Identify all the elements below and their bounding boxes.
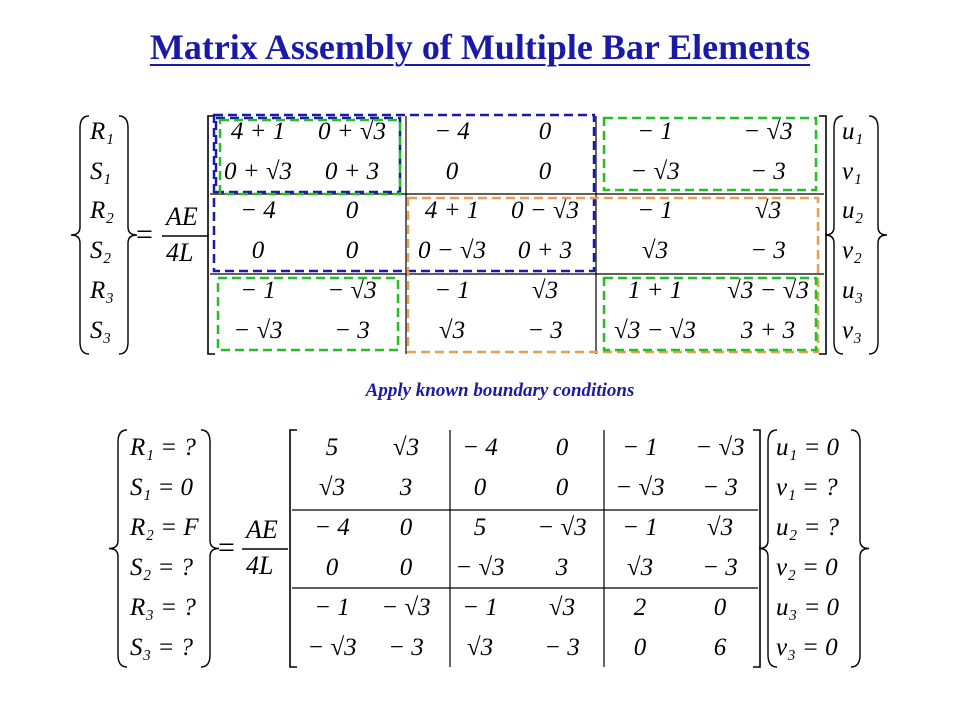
top-matrix-right-bracket	[819, 116, 826, 354]
bottom-lhs-entry: S₃ = ?	[130, 634, 194, 661]
top-matrix-entry: − 3	[334, 317, 370, 344]
bottom-matrix-entry: 5	[325, 434, 339, 461]
top-matrix-entry: 0	[538, 158, 552, 185]
top-matrix-entry: √3	[641, 237, 669, 264]
top-matrix-entry: √3	[438, 317, 466, 344]
bottom-matrix-entry: − √3	[615, 474, 665, 501]
bottom-lhs-entry: R₁ = ?	[130, 434, 196, 461]
top-matrix-entry: − 3	[750, 237, 786, 264]
top-matrix-entry: √3	[531, 277, 559, 304]
bottom-matrix-entry: 0	[555, 434, 569, 461]
top-lhs-entry: R₁	[90, 118, 114, 145]
top-matrix-entry: − √3	[233, 317, 283, 344]
bottom-matrix-entry: − 3	[544, 634, 580, 661]
bottom-matrix-entry: 0	[399, 514, 413, 541]
top-matrix-entry: 0 + √3	[223, 158, 293, 185]
top-matrix-entry: − 3	[527, 317, 563, 344]
bottom-matrix-entry: 2	[633, 594, 647, 621]
element-box-green-topright	[604, 118, 816, 190]
bottom-lhs-entry: R₂ = F	[130, 514, 199, 541]
bottom-matrix-entry: √3	[318, 474, 346, 501]
bottom-matrix-entry: 0	[473, 474, 487, 501]
bottom-matrix-entry: − 1	[622, 514, 658, 541]
top-rhs-entry: u₁	[842, 118, 864, 145]
top-matrix-entry: − 1	[637, 118, 673, 145]
bottom-matrix-entry: − 4	[314, 514, 350, 541]
top-matrix-entry: 0 + 3	[324, 158, 380, 185]
bottom-matrix-entry: 0	[399, 554, 413, 581]
top-equals-sign: =	[136, 218, 153, 251]
top-matrix-entry: − 1	[434, 277, 470, 304]
top-matrix-entry: √3 − √3	[614, 317, 696, 344]
bottom-matrix-entry: √3	[466, 634, 494, 661]
bottom-matrix-entry: √3	[392, 434, 420, 461]
bottom-matrix-entry: − 1	[462, 594, 498, 621]
bottom-coef-denominator: 4L	[246, 551, 274, 580]
bottom-rhs-entry: v₃ = 0	[776, 634, 838, 661]
bottom-matrix-entry: − √3	[455, 554, 505, 581]
top-matrix-entry: 3 + 3	[740, 317, 796, 344]
bottom-matrix-entry: 0	[325, 554, 339, 581]
bottom-matrix-entry: √3	[626, 554, 654, 581]
top-matrix-entry: 0 − √3	[417, 237, 487, 264]
bottom-equals-sign: =	[218, 531, 235, 564]
top-matrix-entry: √3	[754, 197, 782, 224]
top-matrix-entry: 0	[445, 158, 459, 185]
bottom-lhs-entry: S₂ = ?	[130, 554, 194, 581]
bottom-rhs-entry: u₂ = ?	[776, 514, 840, 541]
bottom-matrix-entry: − √3	[307, 634, 357, 661]
top-rhs-entry: v₂	[842, 237, 862, 264]
bottom-matrix-entry: − 3	[702, 554, 738, 581]
bottom-matrix-entry: − √3	[381, 594, 431, 621]
bottom-matrix-entry: − 3	[702, 474, 738, 501]
top-lhs-entry: S₃	[90, 317, 112, 344]
bottom-matrix-entry: − 1	[314, 594, 350, 621]
top-lhs-entry: S₁	[90, 158, 112, 185]
bottom-matrix-entry: − 4	[462, 434, 498, 461]
top-rhs-left-brace	[825, 116, 843, 354]
bottom-matrix-entry: 0	[633, 634, 647, 661]
bottom-matrix-entry: √3	[548, 594, 576, 621]
top-matrix-entry: − 1	[637, 197, 673, 224]
bottom-matrix-entry: 0	[713, 594, 727, 621]
top-lhs-entry: R₂	[90, 197, 114, 224]
top-rhs-entry: u₃	[842, 277, 864, 304]
top-matrix-entry: 1 + 1	[627, 277, 683, 304]
element-box-orange	[408, 198, 818, 352]
bottom-matrix-entry: − √3	[537, 514, 587, 541]
top-matrix-entry: 0 − √3	[510, 197, 580, 224]
top-matrix-entry: √3 − √3	[727, 277, 809, 304]
top-matrix-entry: 0	[251, 237, 265, 264]
top-matrix-entry: − 4	[434, 118, 470, 145]
bottom-matrix-entry: − 3	[388, 634, 424, 661]
top-matrix-entry: − 4	[240, 197, 276, 224]
bottom-matrix-left-bracket	[290, 430, 297, 667]
top-matrix-entry: − 3	[750, 158, 786, 185]
bottom-rhs-entry: u₁ = 0	[776, 434, 840, 461]
bottom-rhs-entry: v₂ = 0	[776, 554, 838, 581]
bottom-rhs-left-brace	[759, 430, 777, 667]
top-matrix-entry: 0	[538, 118, 552, 145]
top-lhs-entry: R₃	[90, 277, 114, 304]
element-box-green-bottomleft	[218, 278, 398, 350]
element-box-green-bottomright	[604, 278, 816, 350]
top-matrix-entry: 0	[345, 197, 359, 224]
bottom-matrix-right-bracket	[753, 430, 760, 667]
bottom-matrix-entry: 5	[473, 514, 487, 541]
top-matrix-entry: 4 + 1	[424, 197, 480, 224]
bottom-rhs-entry: v₁ = ?	[776, 474, 838, 501]
top-lhs-left-brace	[71, 116, 89, 354]
top-rhs-entry: u₂	[842, 197, 864, 224]
bottom-rhs-entry: u₃ = 0	[776, 594, 840, 621]
top-matrix-entry: 0	[345, 237, 359, 264]
top-lhs-entry: S₂	[90, 237, 112, 264]
bottom-matrix-entry: − √3	[695, 434, 745, 461]
boundary-conditions-caption: Apply known boundary conditions	[365, 380, 635, 401]
bottom-lhs-entry: S₁ = 0	[130, 474, 194, 501]
top-rhs-entry: v₃	[842, 317, 862, 344]
bottom-matrix-entry: 3	[399, 474, 413, 501]
element-box-blue	[216, 118, 400, 192]
top-rhs-right-brace	[869, 116, 887, 354]
top-matrix-entry: − √3	[630, 158, 680, 185]
bottom-coef-numerator: AE	[246, 515, 278, 544]
bottom-matrix-entry: 0	[555, 474, 569, 501]
top-coef-denominator: 4L	[166, 238, 194, 267]
top-rhs-entry: v₁	[842, 158, 862, 185]
bottom-matrix-entry: √3	[706, 514, 734, 541]
bottom-rhs-right-brace	[851, 430, 869, 667]
bottom-lhs-right-brace	[201, 430, 219, 667]
top-matrix-entry: − 1	[240, 277, 276, 304]
top-matrix-entry: − √3	[743, 118, 793, 145]
bottom-lhs-left-brace	[109, 430, 127, 667]
bottom-matrix-entry: 3	[555, 554, 569, 581]
top-matrix-entry: 0 + 3	[517, 237, 573, 264]
top-matrix-entry: 0 + √3	[317, 118, 387, 145]
top-matrix-entry: 4 + 1	[230, 118, 286, 145]
top-lhs-right-brace	[119, 116, 137, 354]
bottom-matrix-entry: 6	[713, 634, 727, 661]
bottom-lhs-entry: R₃ = ?	[130, 594, 196, 621]
slide-title: Matrix Assembly of Multiple Bar Elements	[149, 27, 811, 67]
element-box-green-topleft	[220, 120, 400, 194]
top-matrix-entry: − √3	[327, 277, 377, 304]
top-coef-numerator: AE	[166, 202, 198, 231]
bottom-matrix-entry: − 1	[622, 434, 658, 461]
